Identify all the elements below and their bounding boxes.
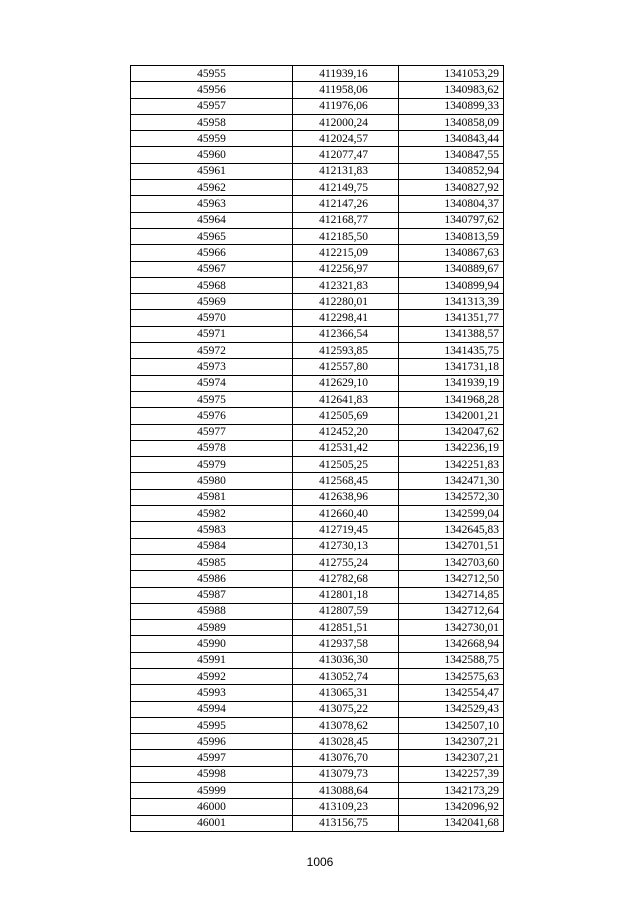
- x-coordinate-cell: 412851,51: [293, 620, 399, 636]
- table-row: [131, 554, 504, 570]
- table-row: [131, 668, 504, 684]
- y-coordinate-cell: 1340797,62: [399, 212, 504, 228]
- y-coordinate-cell: 1341351,77: [399, 310, 504, 326]
- y-coordinate-cell: 1340983,62: [399, 82, 504, 98]
- table-row: [131, 131, 504, 147]
- x-coordinate-cell: 413075,22: [293, 701, 399, 717]
- y-coordinate-cell: 1341313,39: [399, 294, 504, 310]
- y-coordinate-cell: 1342668,94: [399, 636, 504, 652]
- point-number-cell: 45997: [131, 750, 293, 766]
- point-number-cell: 45966: [131, 245, 293, 261]
- x-coordinate-cell: 411976,06: [293, 98, 399, 114]
- point-number-cell: 45999: [131, 783, 293, 799]
- y-coordinate-cell: 1342096,92: [399, 799, 504, 815]
- x-coordinate-cell: 412321,83: [293, 277, 399, 293]
- x-coordinate-cell: 413109,23: [293, 799, 399, 815]
- y-coordinate-cell: 1342572,30: [399, 489, 504, 505]
- table-row: [131, 212, 504, 228]
- point-number-cell: 45995: [131, 717, 293, 733]
- table-row: [131, 82, 504, 98]
- table-row: [131, 245, 504, 261]
- x-coordinate-cell: 412024,57: [293, 131, 399, 147]
- x-coordinate-cell: 413065,31: [293, 685, 399, 701]
- point-number-cell: 45969: [131, 294, 293, 310]
- point-number-cell: 45960: [131, 147, 293, 163]
- point-number-cell: 45982: [131, 506, 293, 522]
- x-coordinate-cell: 412149,75: [293, 180, 399, 196]
- point-number-cell: 45998: [131, 766, 293, 782]
- x-coordinate-cell: 412531,42: [293, 440, 399, 456]
- table-row: [131, 489, 504, 505]
- point-number-cell: 45990: [131, 636, 293, 652]
- table-row: [131, 147, 504, 163]
- x-coordinate-cell: 413156,75: [293, 815, 399, 831]
- table-row: [131, 457, 504, 473]
- x-coordinate-cell: 413028,45: [293, 734, 399, 750]
- point-number-cell: 45967: [131, 261, 293, 277]
- y-coordinate-cell: 1341939,19: [399, 375, 504, 391]
- x-coordinate-cell: 412629,10: [293, 375, 399, 391]
- point-number-cell: 45978: [131, 440, 293, 456]
- table-row: [131, 424, 504, 440]
- table-row: [131, 163, 504, 179]
- y-coordinate-cell: 1342714,85: [399, 587, 504, 603]
- y-coordinate-cell: 1342507,10: [399, 717, 504, 733]
- table-row: [131, 538, 504, 554]
- x-coordinate-cell: 413079,73: [293, 766, 399, 782]
- table-row: [131, 196, 504, 212]
- x-coordinate-cell: 412366,54: [293, 326, 399, 342]
- y-coordinate-cell: 1341968,28: [399, 391, 504, 407]
- y-coordinate-cell: 1340847,55: [399, 147, 504, 163]
- y-coordinate-cell: 1342554,47: [399, 685, 504, 701]
- y-coordinate-cell: 1342236,19: [399, 440, 504, 456]
- x-coordinate-cell: 412807,59: [293, 603, 399, 619]
- table-row: [131, 636, 504, 652]
- x-coordinate-cell: 412298,41: [293, 310, 399, 326]
- point-number-cell: 45973: [131, 359, 293, 375]
- x-coordinate-cell: 412641,83: [293, 391, 399, 407]
- point-number-cell: 45987: [131, 587, 293, 603]
- x-coordinate-cell: 412505,69: [293, 408, 399, 424]
- x-coordinate-cell: 411958,06: [293, 82, 399, 98]
- y-coordinate-cell: 1340852,94: [399, 163, 504, 179]
- table-row: [131, 473, 504, 489]
- point-number-cell: 45972: [131, 343, 293, 359]
- x-coordinate-cell: 412730,13: [293, 538, 399, 554]
- y-coordinate-cell: 1340867,63: [399, 245, 504, 261]
- table-row: [131, 391, 504, 407]
- table-row: [131, 506, 504, 522]
- table-row: [131, 783, 504, 799]
- y-coordinate-cell: 1341731,18: [399, 359, 504, 375]
- table-row: [131, 603, 504, 619]
- table-row: [131, 98, 504, 114]
- y-coordinate-cell: 1341388,57: [399, 326, 504, 342]
- y-coordinate-cell: 1342645,83: [399, 522, 504, 538]
- table-row: [131, 571, 504, 587]
- table-row: [131, 620, 504, 636]
- table-row: [131, 261, 504, 277]
- x-coordinate-cell: 412937,58: [293, 636, 399, 652]
- y-coordinate-cell: 1340899,94: [399, 277, 504, 293]
- point-number-cell: 45977: [131, 424, 293, 440]
- y-coordinate-cell: 1342251,83: [399, 457, 504, 473]
- y-coordinate-cell: 1342173,29: [399, 783, 504, 799]
- point-number-cell: 45956: [131, 82, 293, 98]
- table-row: [131, 66, 504, 82]
- point-number-cell: 45981: [131, 489, 293, 505]
- y-coordinate-cell: 1341435,75: [399, 343, 504, 359]
- point-number-cell: 45988: [131, 603, 293, 619]
- table-row: [131, 180, 504, 196]
- coordinates-table: [130, 65, 504, 832]
- x-coordinate-cell: 411939,16: [293, 66, 399, 82]
- y-coordinate-cell: 1342588,75: [399, 652, 504, 668]
- y-coordinate-cell: 1342703,60: [399, 554, 504, 570]
- table-row: [131, 750, 504, 766]
- table-row: [131, 228, 504, 244]
- table-row: [131, 522, 504, 538]
- table-row: [131, 587, 504, 603]
- x-coordinate-cell: 412719,45: [293, 522, 399, 538]
- table-row: [131, 766, 504, 782]
- x-coordinate-cell: 413076,70: [293, 750, 399, 766]
- x-coordinate-cell: 412280,01: [293, 294, 399, 310]
- y-coordinate-cell: 1342307,21: [399, 734, 504, 750]
- table-row: [131, 408, 504, 424]
- point-number-cell: 45993: [131, 685, 293, 701]
- x-coordinate-cell: 412782,68: [293, 571, 399, 587]
- table-row: [131, 685, 504, 701]
- point-number-cell: 45983: [131, 522, 293, 538]
- point-number-cell: 45976: [131, 408, 293, 424]
- y-coordinate-cell: 1342307,21: [399, 750, 504, 766]
- y-coordinate-cell: 1341053,29: [399, 66, 504, 82]
- point-number-cell: 45984: [131, 538, 293, 554]
- x-coordinate-cell: 412168,77: [293, 212, 399, 228]
- point-number-cell: 45970: [131, 310, 293, 326]
- y-coordinate-cell: 1342730,01: [399, 620, 504, 636]
- table-row: [131, 734, 504, 750]
- x-coordinate-cell: 413078,62: [293, 717, 399, 733]
- x-coordinate-cell: 412185,50: [293, 228, 399, 244]
- y-coordinate-cell: 1340889,67: [399, 261, 504, 277]
- x-coordinate-cell: 413088,64: [293, 783, 399, 799]
- table-row: [131, 701, 504, 717]
- y-coordinate-cell: 1340813,59: [399, 228, 504, 244]
- point-number-cell: 45975: [131, 391, 293, 407]
- table-row: [131, 310, 504, 326]
- table-row: [131, 717, 504, 733]
- y-coordinate-cell: 1342599,04: [399, 506, 504, 522]
- table-row: [131, 326, 504, 342]
- x-coordinate-cell: 412131,83: [293, 163, 399, 179]
- x-coordinate-cell: 412505,25: [293, 457, 399, 473]
- x-coordinate-cell: 412568,45: [293, 473, 399, 489]
- y-coordinate-cell: 1342575,63: [399, 668, 504, 684]
- x-coordinate-cell: 412660,40: [293, 506, 399, 522]
- x-coordinate-cell: 412593,85: [293, 343, 399, 359]
- point-number-cell: 45986: [131, 571, 293, 587]
- point-number-cell: 45979: [131, 457, 293, 473]
- x-coordinate-cell: 412077,47: [293, 147, 399, 163]
- y-coordinate-cell: 1340858,09: [399, 114, 504, 130]
- table-row: [131, 277, 504, 293]
- point-number-cell: 45964: [131, 212, 293, 228]
- y-coordinate-cell: 1342701,51: [399, 538, 504, 554]
- y-coordinate-cell: 1342529,43: [399, 701, 504, 717]
- point-number-cell: 45991: [131, 652, 293, 668]
- y-coordinate-cell: 1342257,39: [399, 766, 504, 782]
- y-coordinate-cell: 1342712,50: [399, 571, 504, 587]
- point-number-cell: 46000: [131, 799, 293, 815]
- x-coordinate-cell: 413052,74: [293, 668, 399, 684]
- table-row: [131, 294, 504, 310]
- x-coordinate-cell: 412452,20: [293, 424, 399, 440]
- table-row: [131, 343, 504, 359]
- point-number-cell: 45962: [131, 180, 293, 196]
- point-number-cell: 45958: [131, 114, 293, 130]
- x-coordinate-cell: 412000,24: [293, 114, 399, 130]
- x-coordinate-cell: 413036,30: [293, 652, 399, 668]
- point-number-cell: 45971: [131, 326, 293, 342]
- table-row: [131, 799, 504, 815]
- y-coordinate-cell: 1340899,33: [399, 98, 504, 114]
- table-row: [131, 114, 504, 130]
- point-number-cell: 45985: [131, 554, 293, 570]
- point-number-cell: 45974: [131, 375, 293, 391]
- point-number-cell: 45963: [131, 196, 293, 212]
- point-number-cell: 45989: [131, 620, 293, 636]
- x-coordinate-cell: 412638,96: [293, 489, 399, 505]
- y-coordinate-cell: 1342001,21: [399, 408, 504, 424]
- table-row: [131, 440, 504, 456]
- point-number-cell: 45965: [131, 228, 293, 244]
- point-number-cell: 45980: [131, 473, 293, 489]
- point-number-cell: 45994: [131, 701, 293, 717]
- point-number-cell: 46001: [131, 815, 293, 831]
- point-number-cell: 45961: [131, 163, 293, 179]
- point-number-cell: 45959: [131, 131, 293, 147]
- y-coordinate-cell: 1342471,30: [399, 473, 504, 489]
- page-number: 1006: [306, 855, 334, 869]
- x-coordinate-cell: 412215,09: [293, 245, 399, 261]
- table-row: [131, 359, 504, 375]
- point-number-cell: 45968: [131, 277, 293, 293]
- point-number-cell: 45992: [131, 668, 293, 684]
- point-number-cell: 45955: [131, 66, 293, 82]
- x-coordinate-cell: 412801,18: [293, 587, 399, 603]
- y-coordinate-cell: 1342712,64: [399, 603, 504, 619]
- x-coordinate-cell: 412147,26: [293, 196, 399, 212]
- y-coordinate-cell: 1342047,62: [399, 424, 504, 440]
- y-coordinate-cell: 1342041,68: [399, 815, 504, 831]
- x-coordinate-cell: 412256,97: [293, 261, 399, 277]
- coordinates-table-body: [131, 66, 504, 832]
- table-row: [131, 375, 504, 391]
- y-coordinate-cell: 1340804,37: [399, 196, 504, 212]
- table-row: [131, 652, 504, 668]
- x-coordinate-cell: 412557,80: [293, 359, 399, 375]
- point-number-cell: 45957: [131, 98, 293, 114]
- x-coordinate-cell: 412755,24: [293, 554, 399, 570]
- point-number-cell: 45996: [131, 734, 293, 750]
- y-coordinate-cell: 1340843,44: [399, 131, 504, 147]
- y-coordinate-cell: 1340827,92: [399, 180, 504, 196]
- table-row: [131, 815, 504, 831]
